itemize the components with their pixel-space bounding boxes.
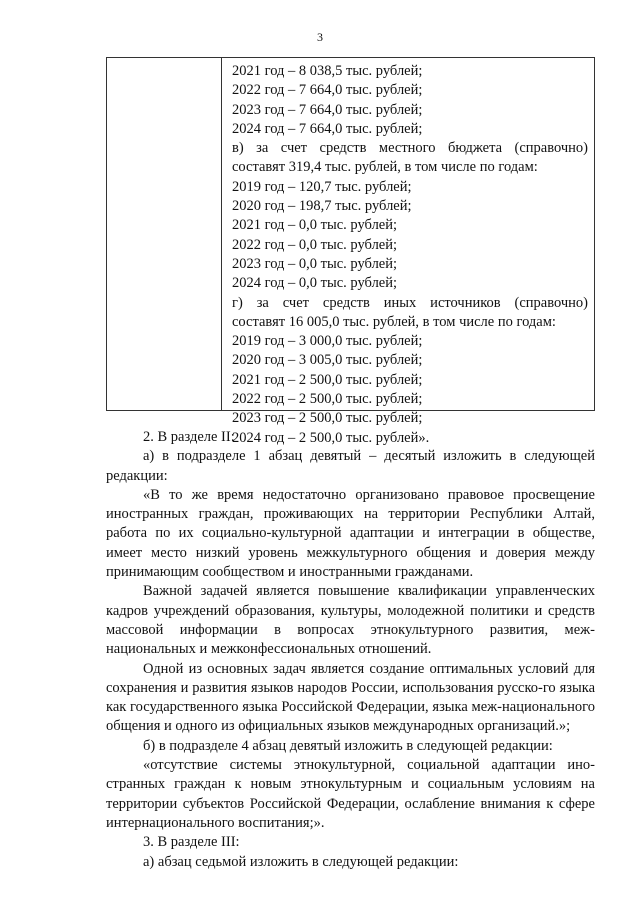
page-number: 3 — [317, 30, 323, 44]
body-text — [106, 428, 595, 872]
section-3-heading: 3. В разделе III: — [143, 834, 240, 851]
table-line: составят 319,4 тыс. рублей, в том числе по годам: — [232, 159, 538, 176]
table-line: 2021 год – 2 500,0 тыс. рублей; — [232, 371, 423, 388]
table-line: 2024 год – 2 500,0 тыс. рублей». — [232, 429, 430, 446]
item-3a: а) абзац седьмой изложить в следующей редакции: — [143, 853, 459, 870]
table-line: 2024 год – 0,0 тыс. рублей; — [232, 275, 398, 292]
table-line: 2021 год – 8 038,5 тыс. рублей; — [232, 63, 423, 79]
table-left-cell — [107, 58, 222, 410]
table-line: 2020 год – 3 005,0 тыс. рублей; — [232, 352, 423, 369]
section-2-heading: 2. В разделе II: — [143, 429, 235, 445]
table-line: г) за счет средств иных источников (справочно) — [232, 294, 588, 311]
item-2b: б) в подразделе 4 абзац девятый изложить в следующей редакции: — [143, 737, 553, 754]
quote-paragraph-2: Важной задачей является повышение квалификации управленческих кадров учреждений образования, культуры, молодежной политики и средств массовой информации в вопросах этнокультурного развития, меж-национальных и межконфессиональных отношений. — [106, 583, 595, 658]
table-right-cell — [222, 58, 594, 446]
table-line: 2022 год – 7 664,0 тыс. рублей; — [232, 82, 423, 99]
table-line: составят 16 005,0 тыс. рублей, в том числе по годам: — [232, 313, 556, 330]
table-line: 2021 год – 0,0 тыс. рублей; — [232, 217, 398, 234]
table-line: 2022 год – 2 500,0 тыс. рублей; — [232, 391, 423, 408]
table-line: 2019 год – 120,7 тыс. рублей; — [232, 178, 412, 195]
item-2a: а) в подразделе 1 абзац девятый – десятый изложить в следующей редакции: — [106, 448, 595, 484]
quote-paragraph-4: «отсутствие системы этнокультурной, социальной адаптации ино-странных граждан к новым этнокультурным и социальным условиям на территории субъектов Российской Федерации, ослабление внимания к сфере интернационального воспитания;». — [106, 757, 595, 831]
table-line: в) за счет средств местного бюджета (справочно) — [232, 140, 588, 157]
table-line: 2024 год – 7 664,0 тыс. рублей; — [232, 120, 423, 137]
quote-paragraph-1: «В то же время недостаточно организовано правовое просвещение иностранных граждан, проживающих на территории Республики Алтай, работа по их социально-культурной адаптации и интеграции в обществе, имеет место низкий уровень межкультурного общения и доверия между принимающим сообществом и иностранными гражданами. — [106, 486, 595, 581]
table-line: 2023 год – 0,0 тыс. рублей; — [232, 255, 398, 272]
quote-paragraph-3: Одной из основных задач является создание оптимальных условий для сохранения и развития языков народов России, использования русско-го языка как государственного языка Российской Федерации, языка меж-национального общения и одного из официальных языков международных организаций.»; — [106, 660, 595, 735]
table-line: 2020 год – 198,7 тыс. рублей; — [232, 198, 412, 215]
table-line: 2023 год – 7 664,0 тыс. рублей; — [232, 101, 423, 118]
table-line: 2022 год – 0,0 тыс. рублей; — [232, 236, 398, 253]
table-line: 2019 год – 3 000,0 тыс. рублей; — [232, 333, 423, 350]
table-line: 2023 год – 2 500,0 тыс. рублей; — [232, 410, 423, 427]
